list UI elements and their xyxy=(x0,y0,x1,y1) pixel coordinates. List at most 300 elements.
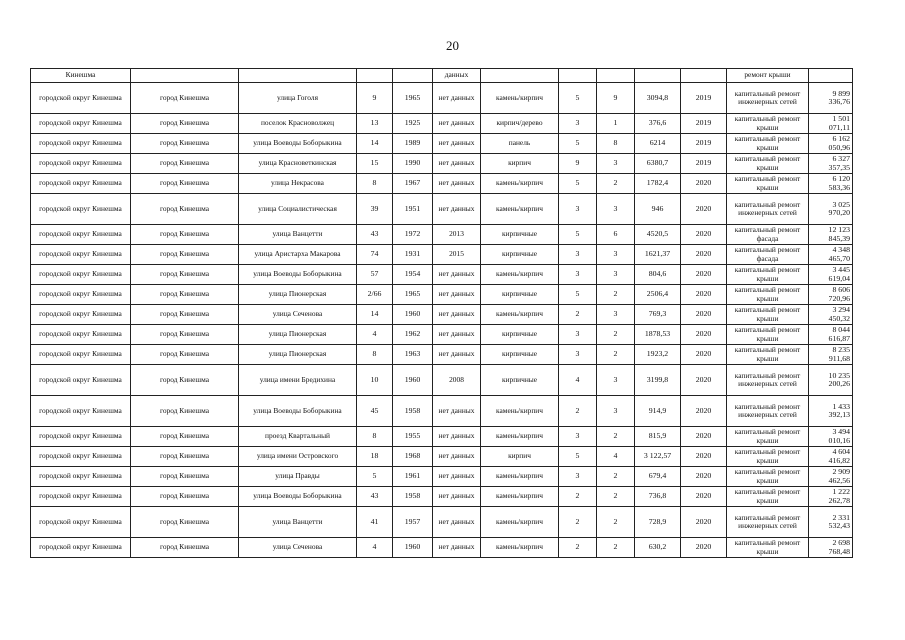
cell-last-repair-year: нет данных xyxy=(433,467,481,487)
table-row xyxy=(31,245,853,265)
cell-wall-material: камень/кирпич xyxy=(481,305,559,325)
cell-street: улица Правды xyxy=(239,467,357,487)
cell-plan-year: 2020 xyxy=(681,396,727,427)
cell-street: поселок Красноволжец xyxy=(239,114,357,134)
cell-wall-material: камень/кирпич xyxy=(481,467,559,487)
cell-house-number: 43 xyxy=(357,225,393,245)
cell-street xyxy=(239,69,357,83)
repair-program-table xyxy=(30,68,853,558)
cell-cost: 1 501 071,11 xyxy=(809,114,853,134)
cell-last-repair-year: 2015 xyxy=(433,245,481,265)
cell-wall-material: камень/кирпич xyxy=(481,427,559,447)
cell-build-year: 1967 xyxy=(393,174,433,194)
cell-municipality: городской округ Кинешма xyxy=(31,325,131,345)
cell-last-repair-year: 2013 xyxy=(433,225,481,245)
cell-wall-material: кирпичные xyxy=(481,245,559,265)
cell-last-repair-year: нет данных xyxy=(433,285,481,305)
cell-settlement: город Кинешма xyxy=(131,245,239,265)
cell-plan-year: 2020 xyxy=(681,507,727,538)
cell-street: улица Ванцетти xyxy=(239,225,357,245)
cell-last-repair-year: нет данных xyxy=(433,114,481,134)
cell-last-repair-year: нет данных xyxy=(433,345,481,365)
cell-work-type: капитальный ремонт инженерных сетей xyxy=(727,83,809,114)
cell-work-type: капитальный ремонт крыши xyxy=(727,174,809,194)
cell-work-type: капитальный ремонт крыши xyxy=(727,427,809,447)
cell-area: 630,2 xyxy=(635,538,681,558)
cell-build-year: 1965 xyxy=(393,285,433,305)
cell-wall-material: камень/кирпич xyxy=(481,265,559,285)
cell-area: 1782,4 xyxy=(635,174,681,194)
table-row xyxy=(31,154,853,174)
cell-wall-material: кирпич/дерево xyxy=(481,114,559,134)
cell-plan-year: 2020 xyxy=(681,245,727,265)
cell-work-type: капитальный ремонт инженерных сетей xyxy=(727,507,809,538)
cell-house-number: 13 xyxy=(357,114,393,134)
cell-municipality: городской округ Кинешма xyxy=(31,396,131,427)
cell-plan-year: 2020 xyxy=(681,487,727,507)
cell-plan-year: 2020 xyxy=(681,174,727,194)
cell-municipality: городской округ Кинешма xyxy=(31,245,131,265)
cell-plan-year: 2020 xyxy=(681,345,727,365)
cell-entrances: 2 xyxy=(597,427,635,447)
cell-area: 1621,37 xyxy=(635,245,681,265)
cell-area: 4520,5 xyxy=(635,225,681,245)
cell-build-year: 1965 xyxy=(393,83,433,114)
cell-settlement: город Кинешма xyxy=(131,487,239,507)
cell-wall-material: кирпич xyxy=(481,447,559,467)
cell-plan-year: 2019 xyxy=(681,83,727,114)
cell-house-number: 2/66 xyxy=(357,285,393,305)
cell-cost: 4 604 416,82 xyxy=(809,447,853,467)
cell-area: 3094,8 xyxy=(635,83,681,114)
cell-wall-material: кирпичные xyxy=(481,225,559,245)
cell-street: улица Сеченова xyxy=(239,305,357,325)
table-row xyxy=(31,225,853,245)
cell-area: 946 xyxy=(635,194,681,225)
cell-work-type: капитальный ремонт крыши xyxy=(727,134,809,154)
table-row xyxy=(31,467,853,487)
cell-cost: 4 348 465,70 xyxy=(809,245,853,265)
cell-settlement: город Кинешма xyxy=(131,114,239,134)
cell-settlement: город Кинешма xyxy=(131,174,239,194)
cell-settlement: город Кинешма xyxy=(131,467,239,487)
cell-floors: 5 xyxy=(559,285,597,305)
cell-floors: 3 xyxy=(559,245,597,265)
cell-cost: 12 123 845,39 xyxy=(809,225,853,245)
cell-wall-material: камень/кирпич xyxy=(481,507,559,538)
table-row xyxy=(31,114,853,134)
cell-settlement: город Кинешма xyxy=(131,225,239,245)
cell-cost: 1 222 262,78 xyxy=(809,487,853,507)
cell-wall-material: кирпичные xyxy=(481,325,559,345)
cell-house-number: 10 xyxy=(357,365,393,396)
cell-plan-year: 2020 xyxy=(681,305,727,325)
table-row xyxy=(31,174,853,194)
cell-entrances: 2 xyxy=(597,538,635,558)
cell-floors: 5 xyxy=(559,83,597,114)
cell-wall-material: панель xyxy=(481,134,559,154)
cell-plan-year: 2020 xyxy=(681,265,727,285)
cell-cost: 3 025 970,20 xyxy=(809,194,853,225)
cell-floors: 3 xyxy=(559,325,597,345)
cell-work-type: капитальный ремонт крыши xyxy=(727,538,809,558)
cell-plan-year: 2019 xyxy=(681,114,727,134)
cell-area: 1878,53 xyxy=(635,325,681,345)
cell-entrances: 2 xyxy=(597,507,635,538)
cell-wall-material: камень/кирпич xyxy=(481,538,559,558)
cell-build-year: 1960 xyxy=(393,305,433,325)
cell-plan-year: 2020 xyxy=(681,467,727,487)
cell-last-repair-year: нет данных xyxy=(433,427,481,447)
cell-area: 769,3 xyxy=(635,305,681,325)
cell-entrances: 2 xyxy=(597,325,635,345)
cell-work-type: капитальный ремонт инженерных сетей xyxy=(727,396,809,427)
cell-build-year: 1951 xyxy=(393,194,433,225)
cell-floors: 2 xyxy=(559,487,597,507)
cell-last-repair-year: нет данных xyxy=(433,507,481,538)
cell-area: 6380,7 xyxy=(635,154,681,174)
page-number: 20 xyxy=(446,38,459,53)
cell-cost: 2 331 532,43 xyxy=(809,507,853,538)
cell-last-repair-year: нет данных xyxy=(433,538,481,558)
cell-last-repair-year: нет данных xyxy=(433,487,481,507)
cell-work-type: капитальный ремонт инженерных сетей xyxy=(727,194,809,225)
cell-cost: 3 294 450,32 xyxy=(809,305,853,325)
cell-house-number: 45 xyxy=(357,396,393,427)
table-row xyxy=(31,285,853,305)
table-row-continued xyxy=(31,69,853,83)
cell-street: улица Воеводы Боборыкина xyxy=(239,396,357,427)
cell-entrances: 2 xyxy=(597,467,635,487)
cell-floors: 9 xyxy=(559,154,597,174)
cell-last-repair-year: нет данных xyxy=(433,447,481,467)
cell-municipality: Кинешма xyxy=(31,69,131,83)
cell-entrances: 3 xyxy=(597,305,635,325)
cell-floors: 2 xyxy=(559,305,597,325)
cell-house-number: 8 xyxy=(357,174,393,194)
cell-cost: 2 698 768,48 xyxy=(809,538,853,558)
cell-build-year: 1958 xyxy=(393,487,433,507)
cell-work-type: капитальный ремонт крыши xyxy=(727,487,809,507)
cell-settlement: город Кинешма xyxy=(131,538,239,558)
cell-entrances: 2 xyxy=(597,174,635,194)
cell-entrances: 1 xyxy=(597,114,635,134)
cell-area: 3 122,57 xyxy=(635,447,681,467)
cell-wall-material: камень/кирпич xyxy=(481,194,559,225)
cell-work-type: капитальный ремонт крыши xyxy=(727,114,809,134)
cell-street: улица Воеводы Боборыкина xyxy=(239,487,357,507)
cell-municipality: городской округ Кинешма xyxy=(31,305,131,325)
cell-house-number: 15 xyxy=(357,154,393,174)
cell-wall-material: кирпич xyxy=(481,154,559,174)
cell-street: улица Красноветкинская xyxy=(239,154,357,174)
cell-house-number: 8 xyxy=(357,427,393,447)
cell-street: улица Пионерская xyxy=(239,345,357,365)
cell-build-year: 1990 xyxy=(393,154,433,174)
cell-plan-year: 2020 xyxy=(681,285,727,305)
cell-plan-year: 2020 xyxy=(681,225,727,245)
cell-municipality: городской округ Кинешма xyxy=(31,194,131,225)
cell-work-type: капитальный ремонт фасада xyxy=(727,245,809,265)
table-row xyxy=(31,194,853,225)
cell-municipality: городской округ Кинешма xyxy=(31,345,131,365)
cell-floors: 3 xyxy=(559,467,597,487)
cell-street: проезд Квартальный xyxy=(239,427,357,447)
cell-entrances: 3 xyxy=(597,245,635,265)
cell-house-number: 5 xyxy=(357,467,393,487)
cell-area: 6214 xyxy=(635,134,681,154)
cell-street: улица имени Островского xyxy=(239,447,357,467)
cell-last-repair-year: нет данных xyxy=(433,305,481,325)
cell-last-repair-year: 2008 xyxy=(433,365,481,396)
cell-build-year: 1925 xyxy=(393,114,433,134)
cell-wall-material: кирпичные xyxy=(481,285,559,305)
cell-plan-year: 2020 xyxy=(681,194,727,225)
cell-house-number: 74 xyxy=(357,245,393,265)
cell-floors: 3 xyxy=(559,427,597,447)
cell-cost: 6 327 357,35 xyxy=(809,154,853,174)
cell-cost: 8 044 616,87 xyxy=(809,325,853,345)
cell-area xyxy=(635,69,681,83)
cell-entrances: 3 xyxy=(597,194,635,225)
cell-build-year: 1968 xyxy=(393,447,433,467)
cell-wall-material: кирпичные xyxy=(481,345,559,365)
cell-floors: 3 xyxy=(559,345,597,365)
cell-street: улица Воеводы Боборыкина xyxy=(239,265,357,285)
table-row xyxy=(31,487,853,507)
cell-floors: 3 xyxy=(559,114,597,134)
cell-wall-material: камень/кирпич xyxy=(481,174,559,194)
cell-entrances: 2 xyxy=(597,487,635,507)
table-row xyxy=(31,507,853,538)
cell-cost xyxy=(809,69,853,83)
cell-floors xyxy=(559,69,597,83)
cell-settlement: город Кинешма xyxy=(131,134,239,154)
cell-area: 736,8 xyxy=(635,487,681,507)
cell-municipality: городской округ Кинешма xyxy=(31,365,131,396)
repair-program-table-wrapper xyxy=(30,68,852,558)
cell-floors: 3 xyxy=(559,194,597,225)
cell-cost: 9 899 336,76 xyxy=(809,83,853,114)
cell-floors: 2 xyxy=(559,507,597,538)
cell-street: улица Социалистическая xyxy=(239,194,357,225)
table-row xyxy=(31,325,853,345)
cell-municipality: городской округ Кинешма xyxy=(31,467,131,487)
cell-plan-year: 2019 xyxy=(681,154,727,174)
cell-last-repair-year: нет данных xyxy=(433,194,481,225)
cell-last-repair-year: нет данных xyxy=(433,265,481,285)
cell-last-repair-year: нет данных xyxy=(433,83,481,114)
cell-street: улица Аристарха Макарова xyxy=(239,245,357,265)
cell-municipality: городской округ Кинешма xyxy=(31,447,131,467)
cell-area: 679,4 xyxy=(635,467,681,487)
cell-house-number xyxy=(357,69,393,83)
cell-last-repair-year: нет данных xyxy=(433,396,481,427)
table-row xyxy=(31,365,853,396)
cell-entrances xyxy=(597,69,635,83)
cell-entrances: 8 xyxy=(597,134,635,154)
cell-floors: 5 xyxy=(559,447,597,467)
cell-settlement xyxy=(131,69,239,83)
cell-municipality: городской округ Кинешма xyxy=(31,265,131,285)
cell-cost: 6 120 583,36 xyxy=(809,174,853,194)
cell-cost: 8 235 911,68 xyxy=(809,345,853,365)
cell-floors: 2 xyxy=(559,396,597,427)
cell-area: 914,9 xyxy=(635,396,681,427)
cell-work-type: капитальный ремонт крыши xyxy=(727,467,809,487)
cell-entrances: 3 xyxy=(597,154,635,174)
table-row xyxy=(31,538,853,558)
cell-build-year: 1955 xyxy=(393,427,433,447)
cell-settlement: город Кинешма xyxy=(131,447,239,467)
cell-street: улица Ванцетти xyxy=(239,507,357,538)
cell-municipality: городской округ Кинешма xyxy=(31,83,131,114)
cell-last-repair-year: данных xyxy=(433,69,481,83)
cell-municipality: городской округ Кинешма xyxy=(31,507,131,538)
cell-plan-year: 2020 xyxy=(681,325,727,345)
cell-house-number: 39 xyxy=(357,194,393,225)
cell-build-year: 1957 xyxy=(393,507,433,538)
cell-municipality: городской округ Кинешма xyxy=(31,114,131,134)
cell-entrances: 3 xyxy=(597,396,635,427)
cell-plan-year: 2020 xyxy=(681,538,727,558)
cell-settlement: город Кинешма xyxy=(131,265,239,285)
cell-municipality: городской округ Кинешма xyxy=(31,487,131,507)
cell-area: 815,9 xyxy=(635,427,681,447)
cell-entrances: 2 xyxy=(597,345,635,365)
cell-build-year: 1954 xyxy=(393,265,433,285)
cell-work-type: капитальный ремонт инженерных сетей xyxy=(727,365,809,396)
cell-street: улица Пионерская xyxy=(239,285,357,305)
cell-entrances: 3 xyxy=(597,365,635,396)
table-row xyxy=(31,305,853,325)
cell-cost: 2 909 462,56 xyxy=(809,467,853,487)
cell-house-number: 41 xyxy=(357,507,393,538)
cell-municipality: городской округ Кинешма xyxy=(31,134,131,154)
cell-settlement: город Кинешма xyxy=(131,305,239,325)
table-row xyxy=(31,134,853,154)
cell-build-year xyxy=(393,69,433,83)
cell-house-number: 4 xyxy=(357,538,393,558)
cell-floors: 5 xyxy=(559,134,597,154)
cell-area: 1923,2 xyxy=(635,345,681,365)
cell-cost: 1 433 392,13 xyxy=(809,396,853,427)
cell-build-year: 1972 xyxy=(393,225,433,245)
cell-settlement: город Кинешма xyxy=(131,194,239,225)
table-body xyxy=(31,69,853,558)
cell-cost: 8 606 720,96 xyxy=(809,285,853,305)
cell-house-number: 9 xyxy=(357,83,393,114)
cell-work-type: ремонт крыши xyxy=(727,69,809,83)
cell-wall-material: камень/кирпич xyxy=(481,396,559,427)
cell-cost: 3 445 619,04 xyxy=(809,265,853,285)
cell-work-type: капитальный ремонт крыши xyxy=(727,285,809,305)
cell-last-repair-year: нет данных xyxy=(433,174,481,194)
cell-street: улица Сеченова xyxy=(239,538,357,558)
cell-plan-year: 2020 xyxy=(681,427,727,447)
cell-wall-material: камень/кирпич xyxy=(481,487,559,507)
table-row xyxy=(31,396,853,427)
cell-entrances: 9 xyxy=(597,83,635,114)
cell-settlement: город Кинешма xyxy=(131,154,239,174)
cell-house-number: 8 xyxy=(357,345,393,365)
cell-settlement: город Кинешма xyxy=(131,285,239,305)
cell-area: 2506,4 xyxy=(635,285,681,305)
cell-wall-material xyxy=(481,69,559,83)
cell-last-repair-year: нет данных xyxy=(433,325,481,345)
cell-last-repair-year: нет данных xyxy=(433,154,481,174)
cell-settlement: город Кинешма xyxy=(131,507,239,538)
cell-work-type: капитальный ремонт крыши xyxy=(727,447,809,467)
cell-build-year: 1958 xyxy=(393,396,433,427)
cell-area: 804,6 xyxy=(635,265,681,285)
table-row xyxy=(31,427,853,447)
cell-settlement: город Кинешма xyxy=(131,396,239,427)
cell-build-year: 1960 xyxy=(393,538,433,558)
cell-entrances: 3 xyxy=(597,265,635,285)
cell-house-number: 14 xyxy=(357,134,393,154)
cell-floors: 3 xyxy=(559,265,597,285)
cell-plan-year: 2020 xyxy=(681,447,727,467)
cell-entrances: 4 xyxy=(597,447,635,467)
cell-entrances: 6 xyxy=(597,225,635,245)
cell-wall-material: кирпичные xyxy=(481,365,559,396)
cell-build-year: 1963 xyxy=(393,345,433,365)
cell-house-number: 14 xyxy=(357,305,393,325)
cell-street: улица имени Бредихина xyxy=(239,365,357,396)
cell-last-repair-year: нет данных xyxy=(433,134,481,154)
cell-wall-material: камень/кирпич xyxy=(481,83,559,114)
cell-street: улица Воеводы Боборыкина xyxy=(239,134,357,154)
cell-municipality: городской округ Кинешма xyxy=(31,285,131,305)
cell-floors: 5 xyxy=(559,174,597,194)
cell-cost: 6 162 050,96 xyxy=(809,134,853,154)
cell-work-type: капитальный ремонт крыши xyxy=(727,265,809,285)
cell-settlement: город Кинешма xyxy=(131,427,239,447)
cell-area: 728,9 xyxy=(635,507,681,538)
cell-cost: 3 494 010,16 xyxy=(809,427,853,447)
cell-plan-year: 2020 xyxy=(681,365,727,396)
cell-floors: 2 xyxy=(559,538,597,558)
cell-settlement: город Кинешма xyxy=(131,345,239,365)
cell-house-number: 4 xyxy=(357,325,393,345)
cell-build-year: 1960 xyxy=(393,365,433,396)
cell-municipality: городской округ Кинешма xyxy=(31,174,131,194)
cell-municipality: городской округ Кинешма xyxy=(31,427,131,447)
cell-municipality: городской округ Кинешма xyxy=(31,225,131,245)
cell-build-year: 1961 xyxy=(393,467,433,487)
cell-house-number: 57 xyxy=(357,265,393,285)
cell-house-number: 18 xyxy=(357,447,393,467)
table-row xyxy=(31,447,853,467)
cell-municipality: городской округ Кинешма xyxy=(31,154,131,174)
cell-build-year: 1962 xyxy=(393,325,433,345)
table-row xyxy=(31,83,853,114)
cell-entrances: 2 xyxy=(597,285,635,305)
cell-work-type: капитальный ремонт крыши xyxy=(727,154,809,174)
cell-work-type: капитальный ремонт крыши xyxy=(727,325,809,345)
cell-house-number: 43 xyxy=(357,487,393,507)
cell-build-year: 1931 xyxy=(393,245,433,265)
cell-street: улица Пионерская xyxy=(239,325,357,345)
cell-cost: 10 235 200,26 xyxy=(809,365,853,396)
cell-plan-year xyxy=(681,69,727,83)
cell-work-type: капитальный ремонт крыши xyxy=(727,345,809,365)
cell-settlement: город Кинешма xyxy=(131,365,239,396)
cell-settlement: город Кинешма xyxy=(131,83,239,114)
cell-settlement: город Кинешма xyxy=(131,325,239,345)
cell-area: 376,6 xyxy=(635,114,681,134)
